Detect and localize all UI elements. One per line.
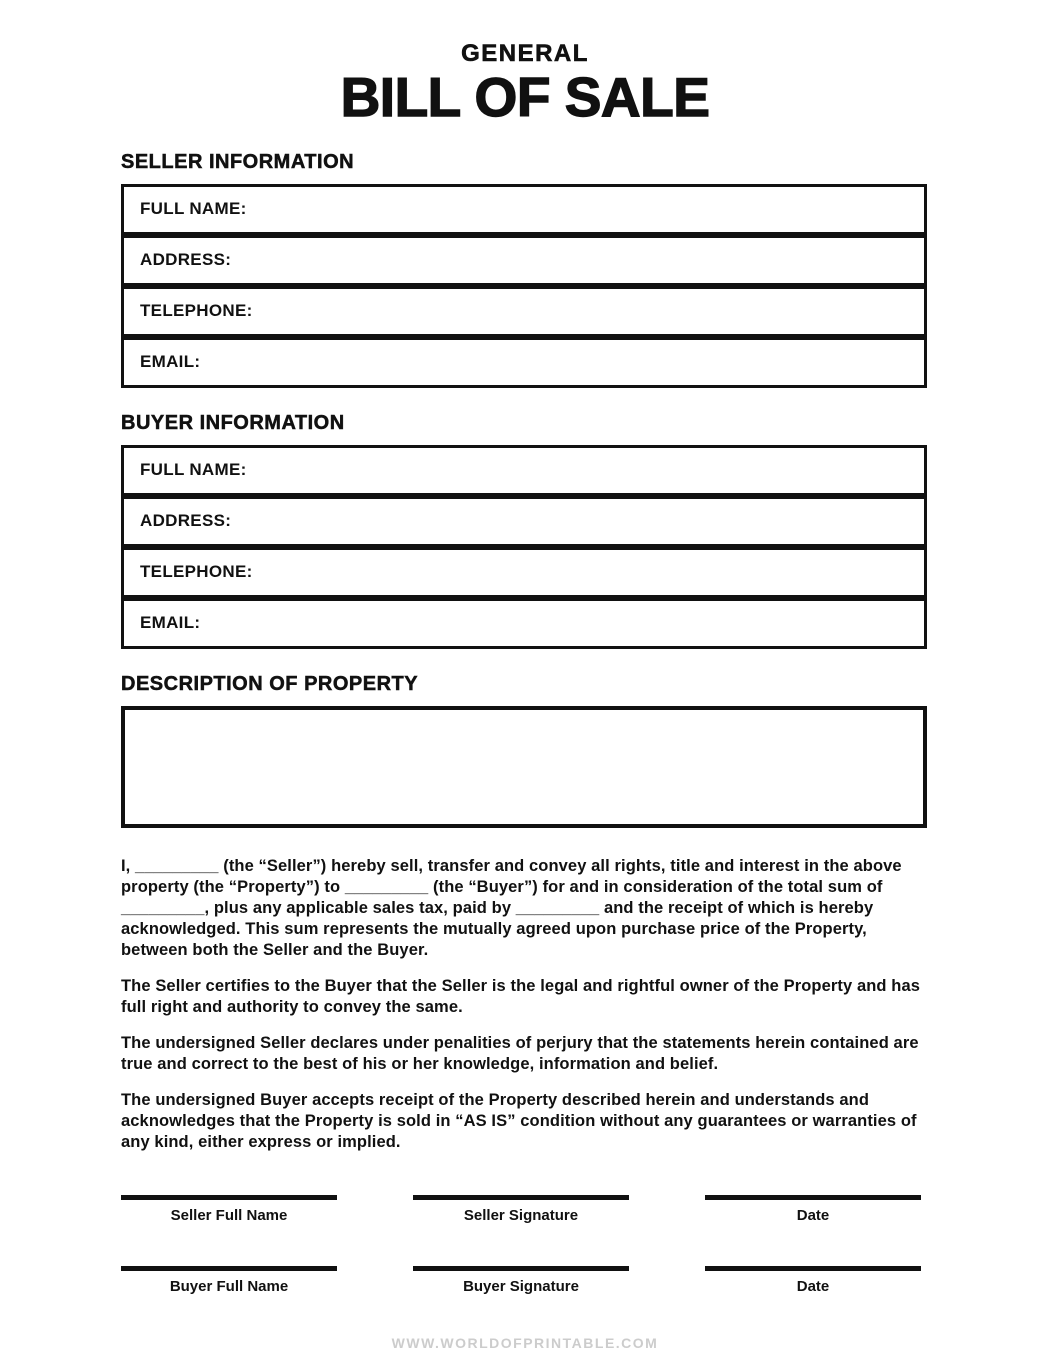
buyer-signature-row xyxy=(121,1266,921,1295)
seller-address-field[interactable] xyxy=(121,235,927,286)
buyer-full-name-signature-line[interactable] xyxy=(121,1266,337,1295)
buyer-telephone-field[interactable] xyxy=(121,547,927,598)
buyer-date-line[interactable] xyxy=(705,1266,921,1295)
footer-website: WWW.WORLDOFPRINTABLE.COM xyxy=(391,1335,659,1351)
document-subtitle: GENERAL xyxy=(461,40,589,67)
field-label: TELEPHONE: xyxy=(140,301,253,321)
field-label: FULL NAME: xyxy=(140,199,247,219)
seller-full-name-field[interactable] xyxy=(121,184,927,235)
property-description-heading: DESCRIPTION OF PROPERTY xyxy=(121,672,419,695)
buyer-address-field[interactable] xyxy=(121,496,927,547)
legal-text-block xyxy=(121,856,927,1153)
field-label: ADDRESS: xyxy=(140,511,232,531)
seller-full-name-signature-line[interactable] xyxy=(121,1195,337,1224)
seller-telephone-field[interactable] xyxy=(121,286,927,337)
document-title: BILL OF SALE xyxy=(340,66,710,128)
signature-label: Seller Signature xyxy=(463,1206,579,1224)
seller-information-section xyxy=(121,151,927,388)
property-description-section xyxy=(121,673,927,828)
seller-signature-row xyxy=(121,1195,921,1224)
signature-label: Buyer Signature xyxy=(463,1277,579,1295)
seller-date-line[interactable] xyxy=(705,1195,921,1224)
field-label: ADDRESS: xyxy=(140,250,232,270)
signature-label: Seller Full Name xyxy=(170,1206,288,1224)
signature-label: Buyer Full Name xyxy=(169,1277,289,1295)
signature-label: Date xyxy=(796,1206,830,1224)
field-label: FULL NAME: xyxy=(140,460,247,480)
buyer-signature-line[interactable] xyxy=(413,1266,629,1295)
buyer-email-field[interactable] xyxy=(121,598,927,649)
signature-block xyxy=(121,1195,921,1295)
seller-signature-line[interactable] xyxy=(413,1195,629,1224)
signature-label: Date xyxy=(796,1277,830,1295)
seller-email-field[interactable] xyxy=(121,337,927,388)
field-label: EMAIL: xyxy=(140,352,201,372)
seller-fieldset xyxy=(121,184,927,388)
buyer-information-section xyxy=(121,412,927,649)
field-label: EMAIL: xyxy=(140,613,201,633)
legal-paragraph-perjury: The undersigned Seller declares under penalities of perjury that the statements herein contained are true and correct to the best of his or her knowledge, information and belief. xyxy=(121,1033,919,1073)
property-description-box[interactable] xyxy=(121,706,927,828)
document-body xyxy=(121,151,927,1295)
legal-paragraph-consideration: I, _________ (the “Seller”) hereby sell, transfer and convey all rights, title and interest in the above property (the “Property”) to _________ (the “Buyer”) for and in consideration of the total sum of _________, plus any applicable sales tax, paid by _________ and the receipt of which is hereby acknowledged. This sum represents the mutually agreed upon purchase price of the Property, between both the Seller and the Buyer. xyxy=(121,856,902,959)
buyer-fieldset xyxy=(121,445,927,649)
buyer-full-name-field[interactable] xyxy=(121,445,927,496)
seller-information-heading: SELLER INFORMATION xyxy=(121,150,355,173)
field-label: TELEPHONE: xyxy=(140,562,253,582)
legal-paragraph-ownership: The Seller certifies to the Buyer that the Seller is the legal and rightful owner of the Property and has full right and authority to convey the same. xyxy=(121,976,920,1016)
buyer-information-heading: BUYER INFORMATION xyxy=(121,411,345,434)
document-header xyxy=(0,0,1050,127)
legal-paragraph-as-is: The undersigned Buyer accepts receipt of the Property described herein and understands and acknowledges that the Property is sold in “AS IS” condition without any guarantees or warranties of any kind, either express or implied. xyxy=(121,1090,917,1151)
